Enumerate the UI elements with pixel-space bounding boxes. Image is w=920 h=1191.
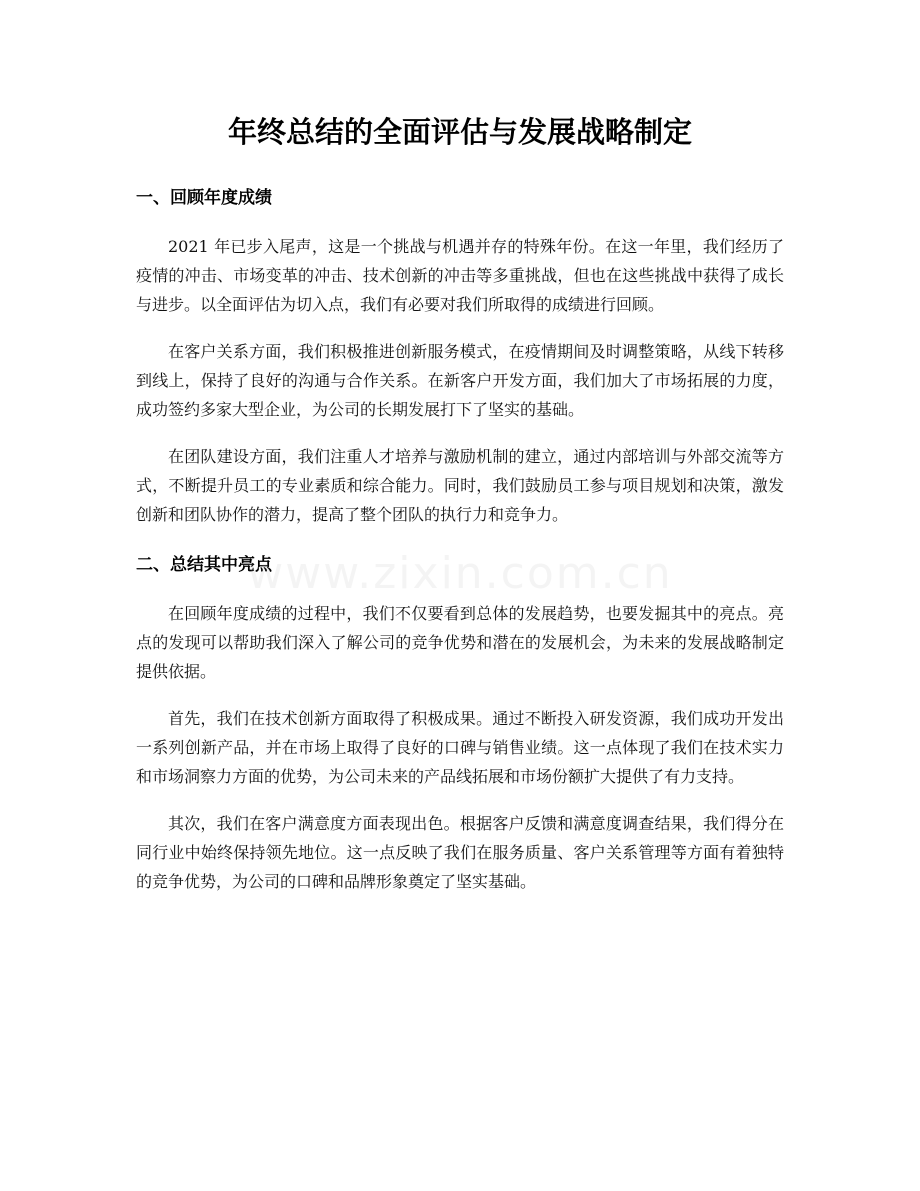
paragraph: 2021 年已步入尾声，这是一个挑战与机遇并存的特殊年份。在这一年里，我们经历了疫情的冲击、市场变革的冲击、技术创新的冲击等多重挑战，但也在这些挑战中获得了成长与进步。以全面评估为切入点，我们有必要对我们所取得的成绩进行回顾。	[136, 237, 784, 314]
page-title: 年终总结的全面评估与发展战略制定	[227, 115, 692, 149]
paragraph: 在回顾年度成绩的过程中，我们不仅要看到总体的发展趋势，也要发掘其中的亮点。亮点的发现可以帮助我们深入了解公司的竞争优势和潜在的发展机会，为未来的发展战略制定提供依据。	[136, 604, 784, 681]
paragraph: 在团队建设方面，我们注重人才培养与激励机制的建立，通过内部培训与外部交流等方式，不断提升员工的专业素质和综合能力。同时，我们鼓励员工参与项目规划和决策，激发创新和团队协作的潜力，提高了整个团队的执行力和竞争力。	[136, 447, 784, 524]
section-heading-review: 一、回顾年度成绩	[136, 188, 272, 208]
section-heading-highlights: 二、总结其中亮点	[136, 555, 272, 575]
watermark: www.zixin.com.cn	[247, 548, 673, 599]
paragraph: 首先，我们在技术创新方面取得了积极成果。通过不断投入研发资源，我们成功开发出一系列创新产品，并在市场上取得了良好的口碑与销售业绩。这一点体现了我们在技术实力和市场洞察力方面的优势，为公司未来的产品线拓展和市场份额扩大提供了有力支持。	[136, 709, 784, 786]
paragraph: 其次，我们在客户满意度方面表现出色。根据客户反馈和满意度调查结果，我们得分在同行业中始终保持领先地位。这一点反映了我们在服务质量、客户关系管理等方面有着独特的竞争优势，为公司的口碑和品牌形象奠定了坚实基础。	[136, 814, 784, 891]
paragraph: 在客户关系方面，我们积极推进创新服务模式，在疫情期间及时调整策略，从线下转移到线上，保持了良好的沟通与合作关系。在新客户开发方面，我们加大了市场拓展的力度，成功签约多家大型企业，为公司的长期发展打下了坚实的基础。	[136, 342, 784, 419]
